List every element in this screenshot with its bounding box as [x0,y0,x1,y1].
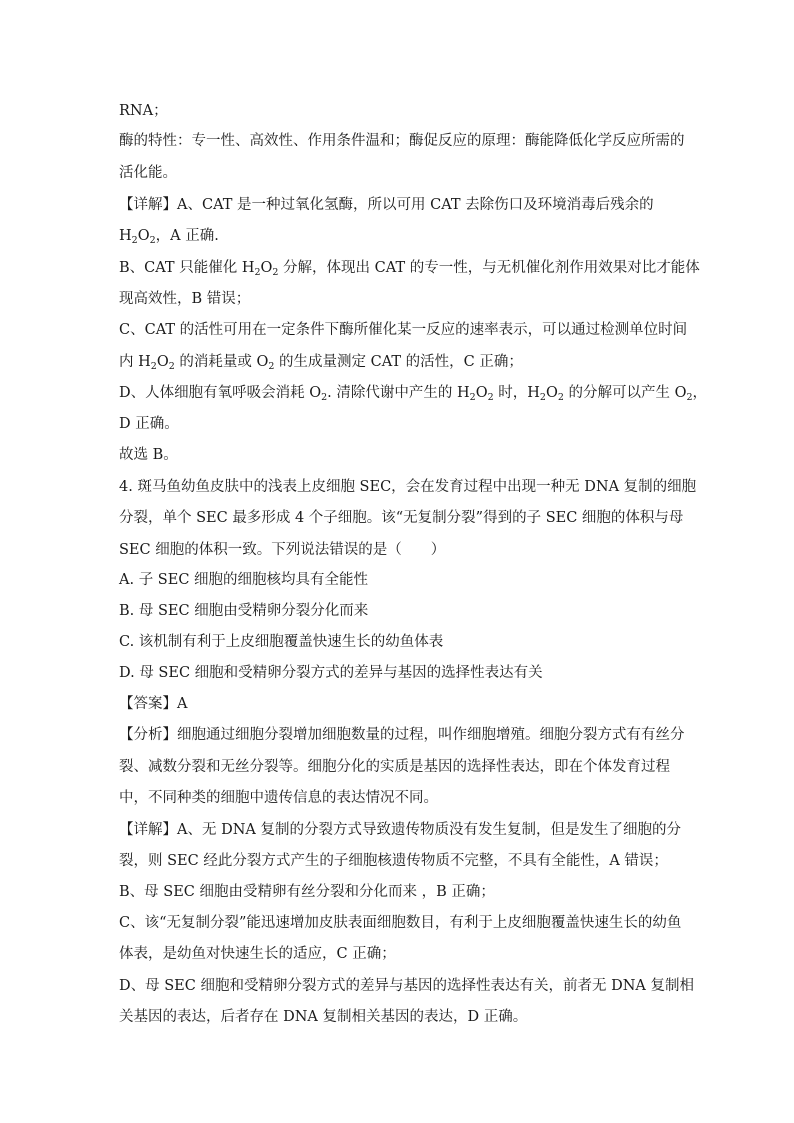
question-4-line: SEC 细胞的体积一致。下列说法错误的是（ ） [119,542,446,558]
analysis-line: 裂、减数分裂和无丝分裂等。细胞分化的实质是基因的选择性表达，即在个体发育过程 [119,759,670,775]
text-line: 内 $H_2O_2$ 的消耗量或 $O_2$ 的生成量测定 CAT 的活性，C 正确； [119,354,523,372]
explanation-line: C、该“无复制分裂”能迅速增加皮肤表面细胞数目，有利于上皮细胞覆盖快速生长的幼鱼 [119,915,682,931]
text-line: 活化能。 [119,165,177,181]
explanation-line: B、母 SEC 细胞由受精卵有丝分裂和分化而来 ，B 正确； [119,884,495,900]
text-line: 故选 B。 [119,447,178,463]
explanation-line: 体表，是幼鱼对快速生长的适应，C 正确； [119,946,396,962]
text-line: 现高效性，B 错误； [119,291,251,307]
explanation-line: D、母 SEC 细胞和受精卵分裂方式的差异与基因的选择性表达有关，前者无 DNA 复制相 [119,978,694,994]
text-line: D、人体细胞有氧呼吸会消耗 $O_2$. 清除代谢中产生的 $H_2O_2$ 时，$H_2O_2$ 的分解可以产生 $O_2$， [119,385,708,403]
text-line: B、CAT 只能催化 $H_2O_2$ 分解，体现出 CAT 的专一性，与无机催化剂作用效果对比才能体 [119,260,700,278]
option-b: B. 母 SEC 细胞由受精卵分裂分化而来 [119,603,369,619]
option-d: D. 母 SEC 细胞和受精卵分裂方式的差异与基因的选择性表达有关 [119,665,543,681]
text-line: $H_2O_2$，A 正确. [119,228,219,246]
option-c: C. 该机制有利于上皮细胞覆盖快速生长的幼鱼体表 [119,634,444,650]
text-line: D 正确。 [119,416,179,432]
text-line: RNA； [119,103,168,119]
text-line: 酶的特性：专一性、高效性、作用条件温和；酶促反应的原理：酶能降低化学反应所需的 [119,133,685,149]
analysis-line: 中，不同种类的细胞中遗传信息的表达情况不同。 [119,790,438,806]
explanation-line: 裂，则 SEC 经此分裂方式产生的子细胞核遗传物质不完整，不具有全能性，A 错误； [119,853,668,869]
analysis-line: 【分析】细胞通过细胞分裂增加细胞数量的过程，叫作细胞增殖。细胞分裂方式有有丝分 [119,727,685,743]
question-4-line: 4. 斑马鱼幼鱼皮肤中的浅表上皮细胞 SEC，会在发育过程中出现一种无 DNA 复制的细胞 [119,479,697,495]
text-line: C、CAT 的活性可用在一定条件下酶所催化某一反应的速率表示，可以通过检测单位时间 [119,322,688,338]
question-4-line: 分裂，单个 SEC 最多形成 4 个子细胞。该“无复制分裂”得到的子 SEC 细胞的体积与母 [119,510,684,526]
explanation-line: 关基因的表达，后者存在 DNA 复制相关基因的表达，D 正确。 [119,1009,528,1025]
option-a: A. 子 SEC 细胞的细胞核均具有全能性 [119,572,369,588]
explanation-line: 【详解】A、无 DNA 复制的分裂方式导致遗传物质没有发生复制，但是发生了细胞的分 [119,822,681,838]
text-line: 【详解】A、CAT 是一种过氧化氢酶，所以可用 CAT 去除伤口及环境消毒后残余的 [119,197,654,213]
answer-line: 【答案】A [119,696,188,712]
